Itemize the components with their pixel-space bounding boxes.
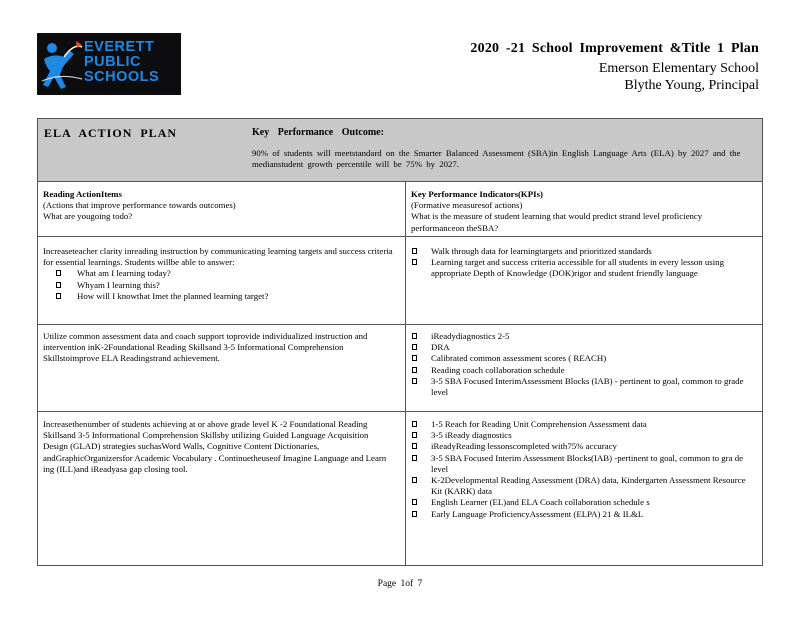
list-item: Learning target and success criteria accessible for all students in every lesson using appropriate Depth of Knowledge (DOK)rigor and student friendly language	[411, 257, 756, 279]
reading-action-items-sub1: (Actions that improve performance towards outcomes)	[43, 200, 236, 211]
row-divider	[38, 324, 762, 325]
list-item: English Learner (EL)and ELA Coach collaboration schedule s	[411, 497, 756, 508]
kpi-1	[411, 246, 756, 280]
checkbox-bullet-icon	[412, 344, 417, 350]
action-item-3	[43, 419, 395, 475]
kpi-title: Key Performance Indicators(KPIs)	[411, 189, 543, 199]
student-questions-list	[43, 268, 395, 302]
kpi-2	[411, 331, 756, 398]
action-item-2	[43, 331, 395, 365]
list-item: Early Language ProficiencyAssessment (ELPA) 21 & IL&L	[411, 509, 756, 520]
checkbox-bullet-icon	[412, 443, 417, 449]
kpi-sub1: (Formative measuresof actions)	[411, 200, 523, 211]
key-performance-outcome-label: Key Performance Outcome:	[252, 127, 384, 138]
action-item-1	[43, 246, 395, 302]
checkbox-bullet-icon	[412, 259, 417, 265]
list-item: 3-5 SBA Focused InterimAssessment Blocks (IAB) - pertinent to goal, common to grade level	[411, 376, 756, 398]
checkbox-bullet-icon	[412, 477, 417, 483]
district-logo	[37, 33, 181, 95]
checkbox-bullet-icon	[412, 355, 417, 361]
student-figure-icon	[40, 37, 84, 91]
checkbox-bullet-icon	[56, 282, 61, 288]
list-item: iReadydiagnostics 2-5	[411, 331, 756, 342]
list-item: Reading coach collaboration schedule	[411, 365, 756, 376]
kpi-header	[411, 189, 756, 234]
column-divider	[405, 182, 406, 566]
checkbox-bullet-icon	[56, 293, 61, 299]
kpi-1-list	[411, 246, 756, 280]
checkbox-bullet-icon	[412, 421, 417, 427]
reading-action-items-header	[43, 189, 395, 223]
ela-action-plan-heading: ELA ACTION PLAN	[44, 126, 178, 140]
principal-name: Blythe Young, Principal	[624, 78, 759, 93]
kpi-sub2: What is the measure of student learning that would predict strand level proficiency performanceon theSBA?	[411, 211, 703, 233]
ela-action-plan-table	[37, 118, 763, 566]
checkbox-bullet-icon	[56, 270, 61, 276]
logo-line-2: PUBLIC	[84, 54, 141, 70]
action-item-3-text: Increasethenumber of students achieving at or above grade level K -2 Foundational Reading Skillsand 3-5 Informational Comprehension Skillsby utilizing Guided Language Acquisition Design (GLAD) strategies suchasWord Walls, Cognitive Content Dictionaries, andGraphicOrganizersfor Academic Vocabulary . Continuetheuseof Imagine Language and Learn ing (ILL)and iReadyasa gap closing tool.	[43, 419, 387, 474]
row-divider	[38, 236, 762, 237]
checkbox-bullet-icon	[412, 455, 417, 461]
list-item: Calibrated common assessment scores ( REACH)	[411, 353, 756, 364]
kpi-3-list	[411, 419, 756, 520]
reading-action-items-title: Reading ActionItems	[43, 189, 122, 199]
checkbox-bullet-icon	[412, 248, 417, 254]
key-performance-outcome-text: 90% of students will meetstandard on the Smarter Balanced Assessment (SBA)in English Language Arts (ELA) by 2027 and the medianstudent growth percentile will be 75% by 2027.	[252, 148, 741, 169]
school-name: Emerson Elementary School	[598, 61, 759, 76]
plan-title: 2020 -21 School Improvement &Title 1 Plan	[470, 41, 759, 56]
list-item: Walk through data for learningtargets and prioritized standards	[411, 246, 756, 257]
list-item: Whyam I learning this?	[55, 280, 395, 291]
checkbox-bullet-icon	[412, 432, 417, 438]
page-number: Page 1of 7	[377, 579, 423, 589]
checkbox-bullet-icon	[412, 499, 417, 505]
checkbox-bullet-icon	[412, 511, 417, 517]
list-item: DRA	[411, 342, 756, 353]
list-item: 1-5 Reach for Reading Unit Comprehension Assessment data	[411, 419, 756, 430]
action-item-2-text: Utilize common assessment data and coach support toprovide individualized instruction and intervention inK-2Foundational Reading Skillsand 3-5 Informational Comprehension Skillstoimprove ELA Readingstrand achievement.	[43, 331, 368, 364]
logo-line-1: EVERETT	[84, 39, 155, 55]
kpi-2-list	[411, 331, 756, 398]
list-item: 3-5 SBA Focused Interim Assessment Blocks(IAB) -pertinent to goal, common to gra de level	[411, 453, 756, 475]
logo-line-3: SCHOOLS	[84, 69, 160, 85]
checkbox-bullet-icon	[412, 367, 417, 373]
checkbox-bullet-icon	[412, 333, 417, 339]
row-divider	[38, 411, 762, 412]
list-item: 3-5 iReady diagnostics	[411, 430, 756, 441]
kpi-3	[411, 419, 756, 520]
checkbox-bullet-icon	[412, 378, 417, 384]
reading-action-items-sub2: What are yougoing todo?	[43, 211, 133, 222]
action-item-1-text: Increaseteacher clarity inreading instruction by communicating learning targets and success criteria for essential learnings. Students willbe able to answer:	[43, 246, 393, 268]
list-item: What am I learning today?	[55, 268, 395, 279]
plan-banner	[38, 119, 762, 182]
list-item: How will I knowthat Imet the planned learning target?	[55, 291, 395, 302]
list-item: iReadyReading lessonscompleted with75% accuracy	[411, 441, 756, 452]
list-item: K-2Developmental Reading Assessment (DRA) data, Kindergarten Assessment Resource Kit (KARK) data	[411, 475, 756, 497]
